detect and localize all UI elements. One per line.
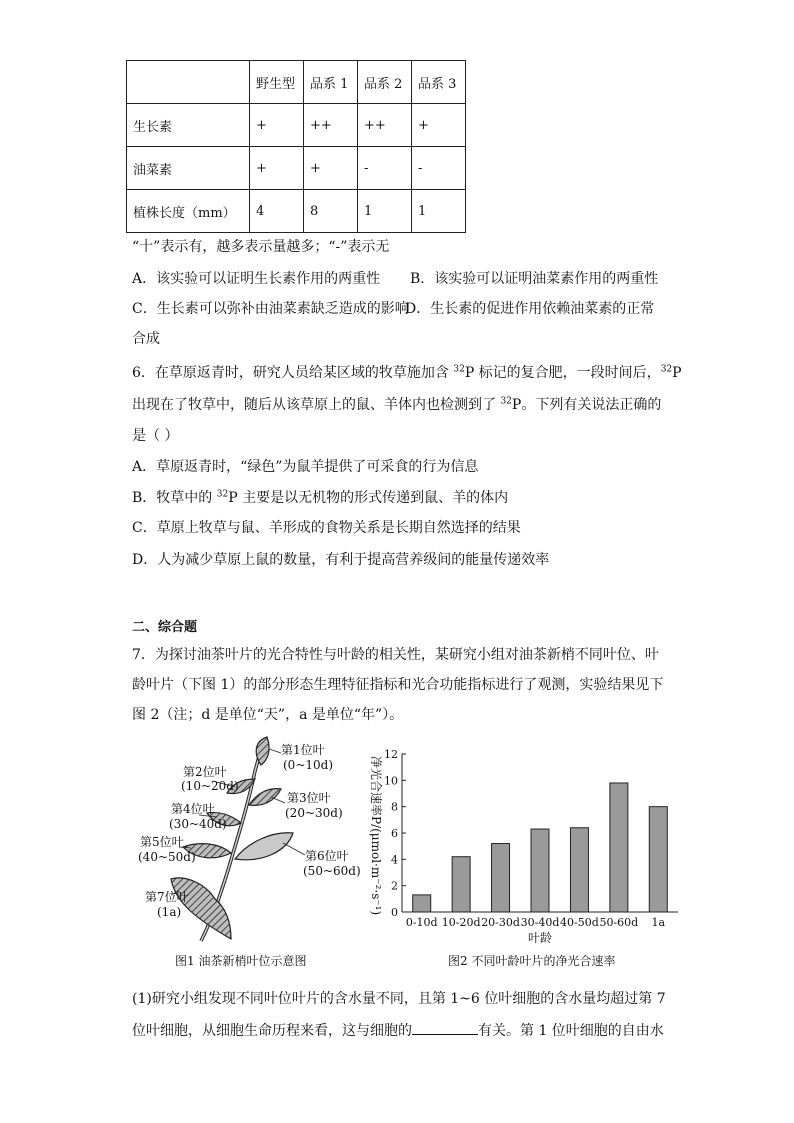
leaf-age-label: (40~50d) — [138, 850, 196, 864]
answer-blank[interactable] — [412, 1020, 478, 1035]
table-header-cell — [127, 61, 250, 104]
leaf-label: 第4位叶 — [171, 802, 215, 816]
leaf-age-label: (0~10d) — [283, 758, 334, 772]
table-cell: - — [412, 147, 466, 190]
leaf-age-label: (20~30d) — [285, 806, 343, 820]
table-cell: ++ — [358, 104, 412, 147]
q6-text: 出现在了牧草中，随后从该草原上的鼠、羊体内也检测到了 — [132, 397, 501, 413]
leaf-3-icon — [249, 789, 281, 806]
table-cell: 油菜素 — [127, 147, 250, 190]
leaf-label: 第3位叶 — [287, 791, 331, 805]
leader-line — [269, 749, 281, 753]
leaf-age-label: (10~20d) — [181, 779, 239, 793]
q5-option-c: C．生长素可以弥补由油菜素缺乏造成的影响 — [132, 301, 409, 317]
q6-stem-line1 — [132, 362, 682, 382]
table-cell: + — [250, 104, 304, 147]
bar — [531, 829, 549, 912]
x-tick-label: 20-30d — [481, 916, 520, 929]
q6-text: 6．在草原返青时，研究人员给某区域的牧草施加含 — [132, 365, 454, 381]
table-header-cell: 品系 2 — [358, 61, 412, 104]
q7-stem-line3: 图 2（注；d 是单位“天”，a 是单位“年”）。 — [132, 707, 404, 723]
table-cell: + — [250, 147, 304, 190]
table-cell: + — [304, 147, 358, 190]
bar — [570, 828, 588, 912]
q6-option-d: D．人为减少草原上鼠的数量，有利于提高营养级间的能量传递效率 — [132, 552, 550, 568]
q6-stem-line2 — [132, 394, 661, 414]
q5-option-d: D．生长素的促进作用依赖油菜素的正常 — [405, 301, 655, 317]
q5-option-b: B．该实验可以证明油菜素作用的两重性 — [410, 271, 659, 287]
isotope-superscript: 32 — [660, 364, 673, 375]
isotope-superscript: 32 — [500, 396, 512, 407]
table-row — [127, 190, 466, 233]
q7-sub1-line1: (1)研究小组发现不同叶位叶片的含水量不同，且第 1~6 位叶细胞的含水量均超过第 7 — [132, 991, 666, 1007]
chart-bars — [413, 783, 668, 912]
table-header-cell: 品系 3 — [412, 61, 466, 104]
table-header-row — [127, 61, 466, 104]
table-header-cell: 野生型 — [250, 61, 304, 104]
figure2-bar-chart — [360, 742, 690, 952]
leaf-6-icon — [235, 833, 293, 860]
q5-option-d-cont: 合成 — [132, 331, 160, 347]
bar — [492, 844, 510, 912]
figure1-caption: 图1 油茶新梢叶位示意图 — [175, 954, 307, 968]
x-tick-label: 0-10d — [405, 916, 438, 929]
q7-text: 有关。第 1 位叶细胞的自由水 — [478, 1023, 664, 1039]
q6-text: P。下列有关说法正确的 — [511, 397, 662, 413]
bar — [452, 857, 470, 912]
leaf-label: 第1位叶 — [281, 743, 325, 757]
bar — [649, 807, 667, 912]
table-cell: ++ — [304, 104, 358, 147]
q6-option-b — [132, 487, 508, 507]
q6-option-c: C．草原上牧草与鼠、羊形成的食物关系是长期自然选择的结果 — [132, 520, 521, 536]
q6-text: P 主要是以无机物的形式传递到鼠、羊的体内 — [228, 490, 509, 506]
leaf-label: 第7位叶 — [145, 890, 189, 904]
leaf-age-label: (1a) — [157, 905, 182, 919]
results-table — [126, 60, 466, 233]
y-axis-label: 净光合速率P/(μmol·m⁻²·s⁻¹) — [369, 756, 383, 916]
table-cell: 1 — [358, 190, 412, 233]
bar — [413, 895, 431, 912]
table-cell: 8 — [304, 190, 358, 233]
q6-text: P 标记的复合肥，一段时间后， — [464, 365, 661, 381]
q6-text: B．牧草中的 — [132, 490, 217, 506]
x-tick-label: 10-20d — [441, 916, 481, 929]
x-tick-label: 1a — [651, 916, 666, 929]
y-tick-label: 12 — [384, 748, 398, 761]
table-row — [127, 147, 466, 190]
table-cell: 4 — [250, 190, 304, 233]
leaf-label: 第6位叶 — [305, 849, 349, 863]
x-tick-label: 40-50d — [560, 916, 599, 929]
leaf-age-label: (30~40d) — [169, 817, 227, 831]
x-tick-label: 30-40d — [520, 916, 560, 929]
x-tick-label: 50-60d — [599, 916, 639, 929]
leaf-label: 第2位叶 — [183, 765, 227, 779]
table-cell: 1 — [412, 190, 466, 233]
y-tick-label: 10 — [384, 774, 398, 788]
leader-line — [283, 843, 305, 855]
bar — [610, 783, 628, 912]
q6-option-a: A．草原返青时，“绿色”为鼠羊提供了可采食的行为信息 — [132, 459, 479, 475]
table-cell: + — [412, 104, 466, 147]
q7-stem-line2: 龄叶片（下图 1）的部分形态生理特征指标和光合功能指标进行了观测，实验结果见下 — [132, 677, 664, 693]
y-tick-label: 6 — [391, 827, 398, 840]
y-tick-label: 2 — [391, 879, 398, 893]
section-heading: 二、综合题 — [132, 620, 198, 635]
table-cell: 生长素 — [127, 104, 250, 147]
q6-text: P — [672, 365, 682, 381]
q6-stem-line3: 是（ ） — [132, 428, 179, 444]
leaf-1-icon — [256, 737, 269, 765]
leaf-age-label: (50~60d) — [303, 864, 361, 878]
q7-stem-line1: 7．为探讨油茶叶片的光合特性与叶龄的相关性，某研究小组对油茶新梢不同叶位、叶 — [132, 647, 659, 663]
table-note: “十”表示有，越多表示量越多；“-”表示无 — [132, 239, 390, 255]
y-tick-label: 0 — [391, 906, 398, 919]
table-header-cell: 品系 1 — [304, 61, 358, 104]
leaf-label: 第5位叶 — [140, 835, 184, 849]
table-cell: 植株长度（mm） — [127, 190, 250, 233]
leader-line — [271, 797, 285, 803]
y-axis-label-group — [369, 756, 384, 915]
x-axis-label: 叶龄 — [527, 931, 553, 945]
isotope-superscript: 32 — [216, 489, 229, 500]
figure2-caption: 图2 不同叶龄叶片的净光合速率 — [448, 954, 616, 968]
q7-sub1-line2 — [132, 1020, 664, 1040]
figure1-plant-diagram — [135, 735, 365, 947]
q5-option-a: A．该实验可以证明生长素作用的两重性 — [132, 271, 381, 287]
table-cell: - — [358, 147, 412, 190]
y-tick-label: 4 — [391, 853, 398, 867]
y-tick-label: 8 — [391, 800, 398, 814]
table-row — [127, 104, 466, 147]
isotope-superscript: 32 — [453, 364, 465, 375]
q7-text: 位叶细胞，从细胞生命历程来看，这与细胞的 — [132, 1023, 412, 1039]
